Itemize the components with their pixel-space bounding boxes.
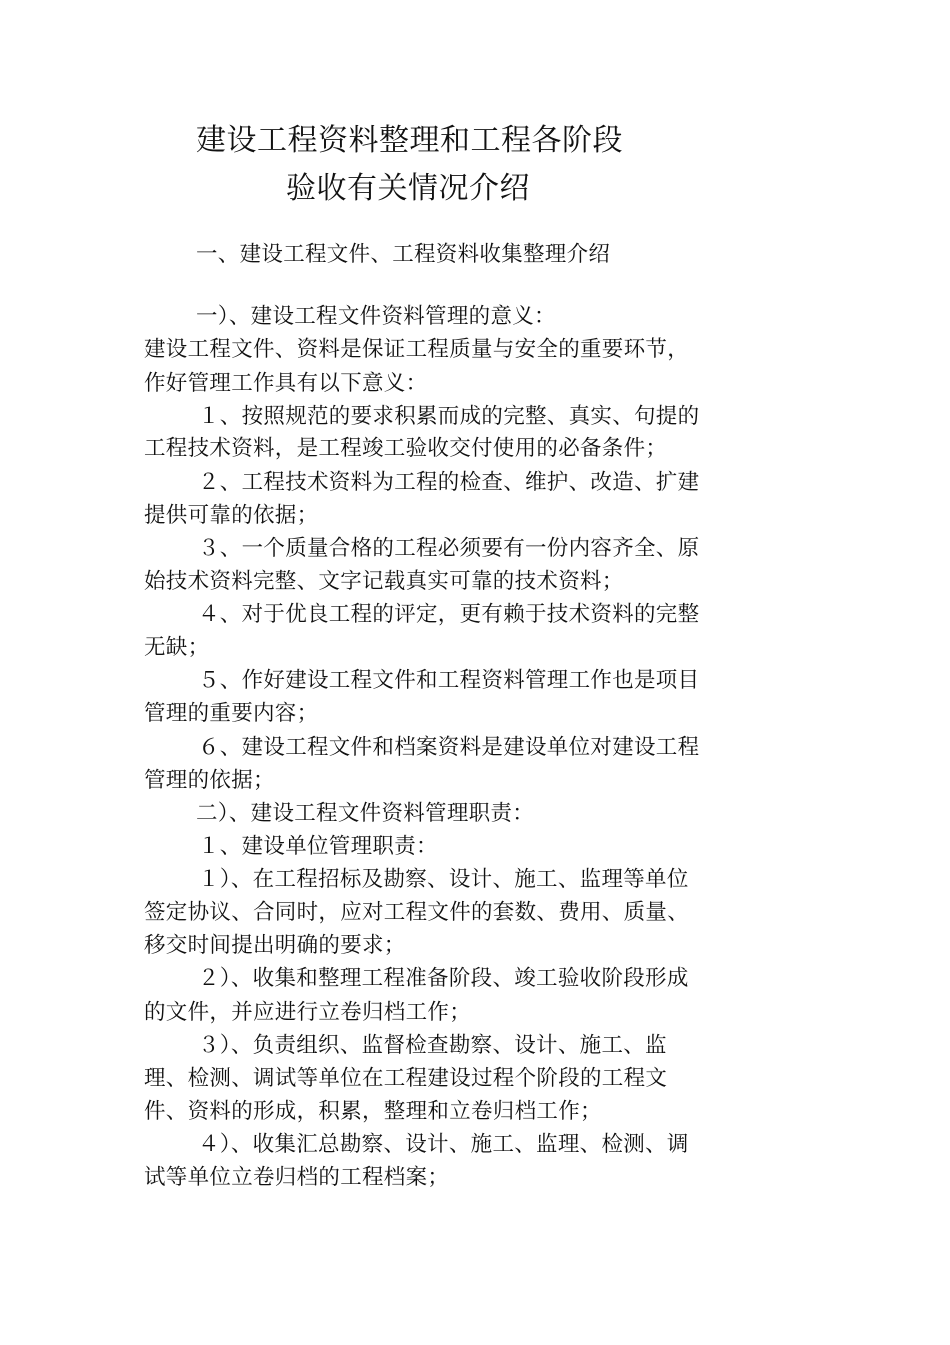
- body-text-line: 签定协议、合同时，应对工程文件的套数、费用、质量、: [144, 900, 690, 925]
- body-text-line: 无缺；: [144, 635, 210, 660]
- list-item-line: １、建设单位管理职责：: [198, 834, 438, 859]
- subsection-heading: 一）、建设工程文件资料管理的意义：: [196, 304, 556, 329]
- list-item-line: １）、在工程招标及勘察、设计、施工、监理等单位: [198, 867, 689, 892]
- document-title-line-2: 验收有关情况介绍: [286, 171, 530, 206]
- body-text-line: 管理的依据；: [144, 768, 275, 793]
- document-title-line-1: 建设工程资料整理和工程各阶段: [196, 123, 623, 158]
- list-item-line: ３、一个质量合格的工程必须要有一份内容齐全、原: [198, 536, 700, 561]
- list-item-line: ４）、收集汇总勘察、设计、施工、监理、检测、调: [198, 1132, 689, 1157]
- list-item-line: ４、对于优良工程的评定，更有赖于技术资料的完整: [198, 602, 700, 627]
- section-heading: 一、建设工程文件、工程资料收集整理介绍: [196, 242, 611, 267]
- body-text-line: 件、资料的形成，积累，整理和立卷归档工作；: [144, 1099, 602, 1124]
- list-item-line: ６、建设工程文件和档案资料是建设单位对建设工程: [198, 735, 700, 760]
- list-item-line: ２、工程技术资料为工程的检查、维护、改造、扩建: [198, 470, 700, 495]
- body-text-line: 作好管理工作具有以下意义：: [144, 371, 428, 396]
- list-item-line: １、按照规范的要求积累而成的完整、真实、句提的: [198, 404, 700, 429]
- body-text-line: 建设工程文件、资料是保证工程质量与安全的重要环节，: [144, 337, 690, 362]
- body-text-line: 移交时间提出明确的要求；: [144, 933, 406, 958]
- body-text-line: 试等单位立卷归档的工程档案；: [144, 1165, 450, 1190]
- list-item-line: ５、作好建设工程文件和工程资料管理工作也是项目: [198, 668, 700, 693]
- list-item-line: ３）、负责组织、监督检查勘察、设计、施工、监: [198, 1033, 667, 1058]
- body-text-line: 始技术资料完整、文字记载真实可靠的技术资料；: [144, 569, 624, 594]
- body-text-line: 理、检测、调试等单位在工程建设过程个阶段的工程文: [144, 1066, 668, 1091]
- subsection-heading: 二）、建设工程文件资料管理职责：: [196, 801, 535, 826]
- body-text-line: 工程技术资料，是工程竣工验收交付使用的必备条件；: [144, 436, 668, 461]
- list-item-line: ２）、收集和整理工程准备阶段、竣工验收阶段形成: [198, 966, 689, 991]
- body-text-line: 管理的重要内容；: [144, 701, 319, 726]
- body-text-line: 提供可靠的依据；: [144, 503, 319, 528]
- body-text-line: 的文件，并应进行立卷归档工作；: [144, 1000, 472, 1025]
